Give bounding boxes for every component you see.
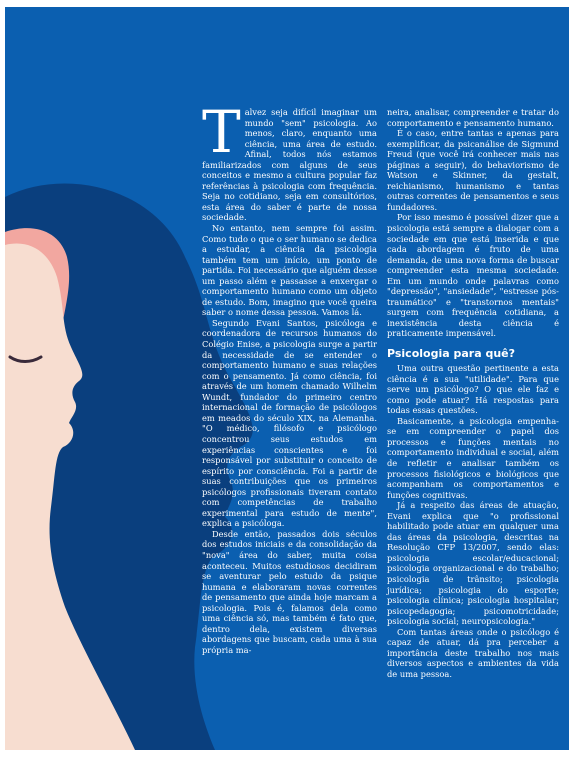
article-paragraph: Uma outra questão pertinente a esta ciência é a sua "utilidade". Para que serve um psicólogo? O que ele faz e como pode atuar? Há respostas para todas essas questões. bbox=[387, 363, 559, 416]
article-paragraph: No entanto, nem sempre foi assim. Como tudo o que o ser humano se dedica a estudar, a ciência da psicologia também tem um início, um ponto de partida. Foi necessário que alguém desse um passo além e passasse a enxergar o comportamento humano como um objeto de estudo. Bom, imagino que você queira saber o nome dessa pessoa. Vamos lá. bbox=[202, 223, 377, 318]
article-paragraph: É o caso, entre tantas e apenas para exemplificar, da psicanálise de Sigmund Freud (que você irá conhecer mais nas páginas a seguir), do behaviorismo de Watson e Skinner, da gestalt, reichianismo, humanismo e tantas outras correntes de pensamentos e seus fundadores. bbox=[387, 128, 559, 212]
article-paragraph: neira, analisar, compreender e tratar do comportamento e pensamento humano. bbox=[387, 107, 559, 128]
article-paragraph: Talvez seja difícil imaginar um mundo "sem" psicologia. Ao menos, claro, enquanto uma ciência, uma área de estudo. Afinal, todos nós estamos familiarizados com alguns de seus conceitos e mesmo a cultura popular faz referências à psicologia com frequência. Seja no cotidiano, seja em consultórios, esta área do saber é parte de nossa sociedade. bbox=[202, 98, 377, 223]
magazine-page bbox=[5, 7, 569, 750]
article-column-right bbox=[387, 107, 559, 679]
article-paragraph: Segundo Evani Santos, psicóloga e coordenadora de recursos humanos do Colégio Enise, a psicologia surge a partir da necessidade de se entender o comportamento humano e suas relações com o pensamento. Já como ciência, foi através de um homem chamado Wilhelm Wundt, fundador do primeiro centro internacional de formação de psicólogos em meados do século XIX, na Alemanha. "O médico, filósofo e psicólogo concentrou seus estudos em experiências conscientes e foi responsável por substituir o conceito de espírito por consciência. Foi a partir de suas contribuições que os primeiros psicólogos profissionais tiveram contato com competências de trabalho experimental para estudo de mente", explica a psicóloga. bbox=[202, 317, 377, 529]
article-paragraph: Já a respeito das áreas de atuação, Evani explica que "o profissional habilitado pode atuar em qualquer uma das áreas da psicologia, descritas na Resolução CFP 13/2007, sendo elas: psicologia escolar/educacional; psicologia organizacional e do trabalho; psicologia de trânsito; psicologia jurídica; psicologia do esporte; psicologia clínica; psicologia hospitalar; psicopedagogia; psicomotricidade; psicologia social; neuropsicologia." bbox=[387, 500, 559, 627]
article-paragraph: Desde então, passados dois séculos dos estudos iniciais e da consolidação da "nova" área do saber, muita coisa aconteceu. Muitos estudiosos decidiram se aventurar pelo estudo da psique humana e elaboraram novas correntes de pensamento que ainda hoje marcam a psicologia. Pois é, falamos dela como uma ciência só, mas também é fato que, dentro dela, existem diversas abordagens que buscam, cada uma à sua própria ma- bbox=[202, 528, 377, 655]
article-paragraph: Por isso mesmo é possível dizer que a psicologia está sempre a dialogar com a sociedade em que está inserida e que cada abordagem é fruto de uma demanda, de uma nova forma de buscar compreender esta mesma sociedade. Em um mundo onde palavras como "depressão", "ansiedade", "estresse pós-traumático" e "transtornos mentais" surgem com frequência cotidiana, a inexistência desta ciência é praticamente impensável. bbox=[387, 212, 559, 339]
article-paragraph: Basicamente, a psicologia empenha-se em compreender o papel dos processos e funções mentais no comportamento individual e social, além de refletir e analisar também os processos fisiológicos e biológicos que acompanham os comportamentos e funções cognitivas. bbox=[387, 415, 559, 500]
section-heading: Psicologia para quê? bbox=[387, 347, 516, 361]
drop-cap: T bbox=[202, 98, 241, 166]
article-paragraph: Com tantas áreas onde o psicólogo é capaz de atuar, dá pra perceber a importância deste trabalho nos mais diversos aspectos e ambientes da vida de uma pessoa. bbox=[387, 626, 559, 679]
article-column-left bbox=[202, 98, 377, 655]
